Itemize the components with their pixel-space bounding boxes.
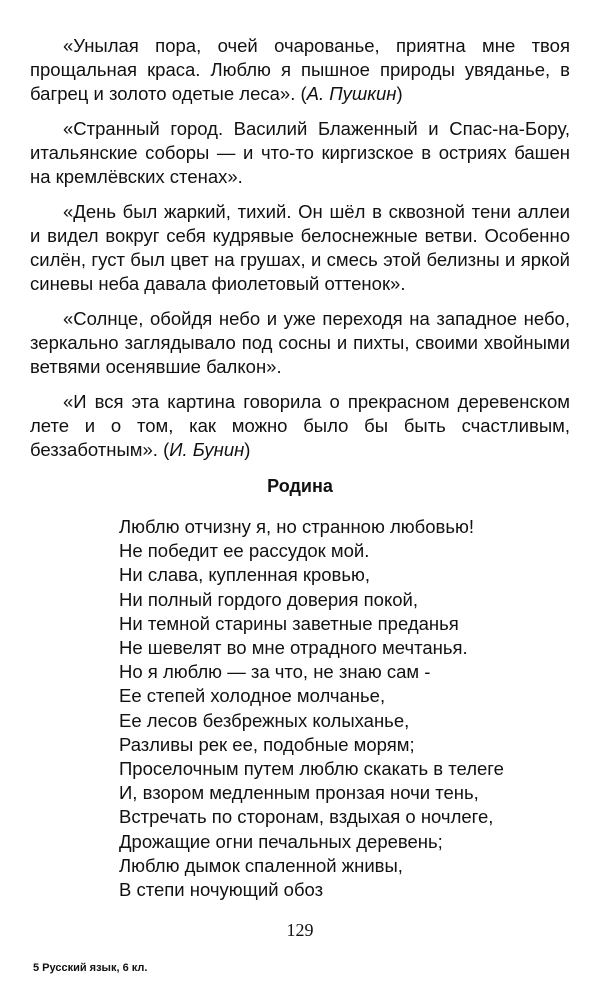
poem-line: Ни темной старины заветные преданья	[119, 612, 459, 634]
poem-line: Ее степей холодное молчанье,	[119, 685, 386, 707]
quote-author: И. Бунин	[169, 439, 245, 460]
quote-paragraph-2: «Странный город. Василий Блаженный и Спас-на-Бору, итальянские соборы — и что-то киргизское в остриях башен на кремлёвских стенах».	[30, 118, 570, 187]
poem-line: Встречать по сторонам, вздыхая о ночлеге,	[119, 806, 494, 828]
poem-line: Не шевелят во мне отрадного мечтанья.	[119, 637, 468, 659]
quote-paragraph-1: «Унылая пора, очей очарованье, приятна мне твоя прощальная краса. Люблю я пышное природы увяданье, в багрец и золото одетые леса». (А. Пушкин)	[30, 35, 570, 104]
quote-paragraph-3: «День был жаркий, тихий. Он шёл в сквозной тени аллеи и видел вокруг себя кудрявые белоснежные ветви. Особенно силён, густ был цвет на грушах, и смесь этой белизны и яркой синевы неба давала фиолетовый оттенок».	[30, 201, 570, 294]
poem-line: Люблю отчизну я, но странною любовью!	[119, 516, 475, 537]
poem-line: Ее лесов безбрежных колыханье,	[119, 709, 410, 731]
poem-line: Проселочным путем люблю скакать в телеге	[119, 758, 504, 780]
quote-author: А. Пушкин	[306, 83, 397, 104]
poem-line: Разливы рек ее, подобные морям;	[119, 733, 415, 755]
poem-line: Люблю дымок спаленной жнивы,	[119, 854, 403, 876]
poem-line: Ни слава, купленная кровью,	[119, 564, 371, 586]
poem-line: В степи ночующий обоз	[119, 879, 324, 901]
poem-line: Но я люблю — за что, не знаю сам -	[119, 661, 431, 683]
poem-line: Дрожащие огни печальных деревень;	[119, 830, 443, 852]
footer-signature: 5 Русский язык, 6 кл.	[33, 962, 148, 974]
quote-paragraph-5: «И вся эта картина говорила о прекрасном деревенском лете и о том, как можно было бы быть счастливым, беззаботным». (И. Бунин)	[30, 391, 570, 460]
page-number: 129	[286, 920, 314, 940]
prose-quotes	[30, 34, 570, 473]
poem-stanza	[119, 515, 569, 902]
poem-line: Не победит ее рассудок мой.	[119, 540, 370, 562]
poem-line: И, взором медленным пронзая ночи тень,	[119, 782, 479, 804]
quote-paragraph-4: «Солнце, обойдя небо и уже переходя на западное небо, зеркально заглядывало под сосны и пихты, своими хвойными ветвями осенявшие балкон».	[30, 308, 570, 377]
poem-line: Ни полный гордого доверия покой,	[119, 588, 419, 610]
poem-title: Родина	[267, 476, 333, 496]
